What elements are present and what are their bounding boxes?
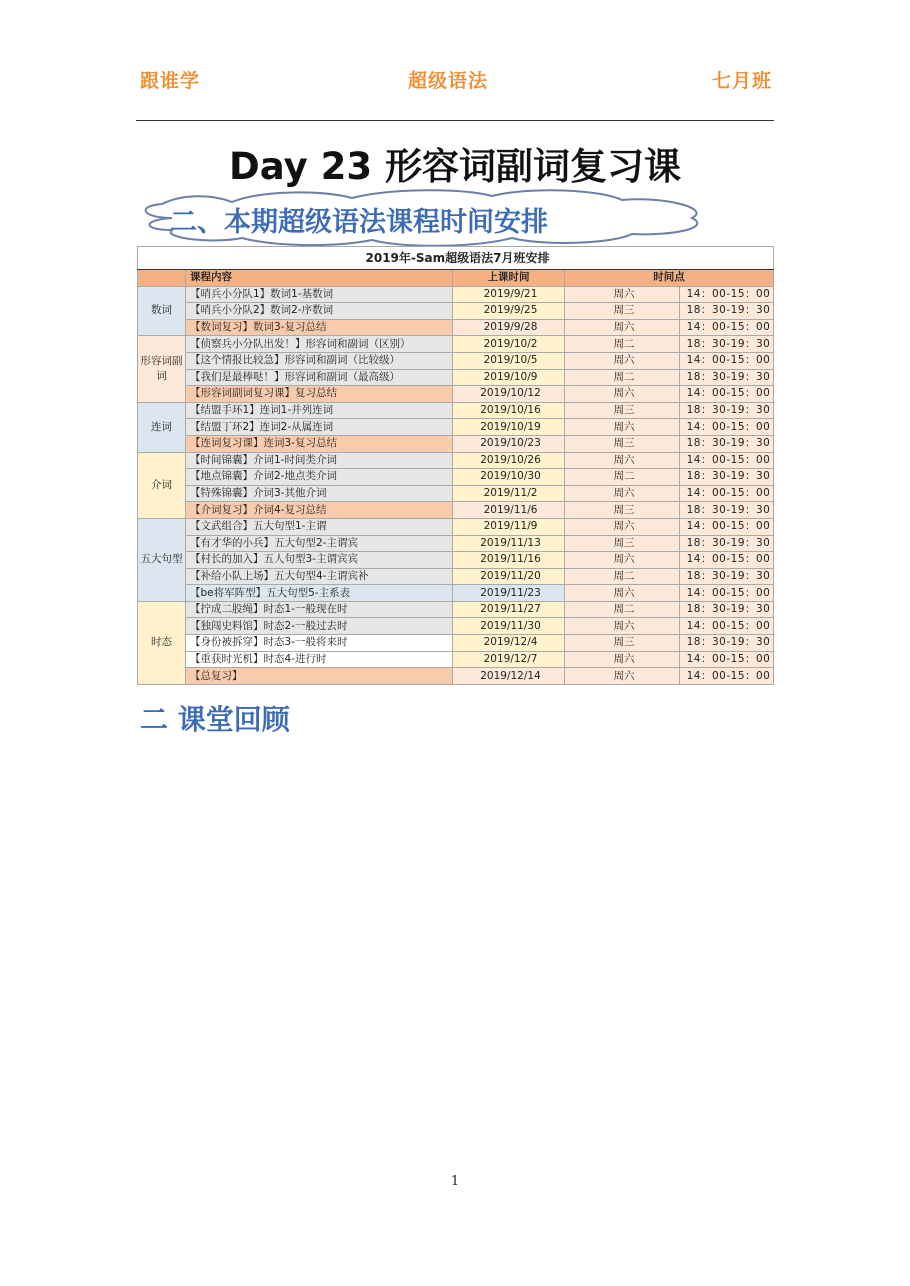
weekday-cell: 周六 <box>565 585 680 602</box>
time-slot-cell: 18：30-19：30 <box>680 336 774 353</box>
class-date-cell: 2019/10/19 <box>453 419 565 436</box>
time-slot-cell: 14：00-15：00 <box>680 452 774 469</box>
weekday-cell: 周三 <box>565 303 680 320</box>
time-slot-cell: 18：30-19：30 <box>680 568 774 585</box>
time-slot-cell: 18：30-19：30 <box>680 369 774 386</box>
weekday-cell: 周二 <box>565 469 680 486</box>
table-row <box>138 336 774 353</box>
course-content-cell: 【总复习】 <box>186 668 453 685</box>
time-slot-cell: 14：00-15：00 <box>680 552 774 569</box>
time-slot-cell: 18：30-19：30 <box>680 502 774 519</box>
weekday-cell: 周六 <box>565 651 680 668</box>
class-date-cell: 2019/12/4 <box>453 635 565 652</box>
weekday-cell: 周三 <box>565 402 680 419</box>
course-content-cell: 【补给小队上场】五大句型4-主谓宾补 <box>186 568 453 585</box>
class-date-cell: 2019/10/23 <box>453 435 565 452</box>
time-slot-cell: 18：30-19：30 <box>680 635 774 652</box>
table-row <box>138 651 774 668</box>
weekday-cell: 周六 <box>565 419 680 436</box>
table-row <box>138 601 774 618</box>
column-header-content: 课程内容 <box>186 270 453 287</box>
course-content-cell: 【结盟手环1】连词1-并列连词 <box>186 402 453 419</box>
table-row <box>138 635 774 652</box>
class-date-cell: 2019/11/16 <box>453 552 565 569</box>
category-cell: 五大句型 <box>138 518 186 601</box>
section-title-schedule: 二、本期超级语法课程时间安排 <box>170 207 548 238</box>
weekday-cell: 周二 <box>565 369 680 386</box>
course-content-cell: 【连词复习课】连词3-复习总结 <box>186 435 453 452</box>
table-row <box>138 469 774 486</box>
table-row <box>138 485 774 502</box>
weekday-cell: 周六 <box>565 352 680 369</box>
table-row <box>138 452 774 469</box>
weekday-cell: 周六 <box>565 518 680 535</box>
class-date-cell: 2019/11/20 <box>453 568 565 585</box>
weekday-cell: 周二 <box>565 601 680 618</box>
time-slot-cell: 18：30-19：30 <box>680 402 774 419</box>
course-content-cell: 【村长的加入】五人句型3-主谓宾宾 <box>186 552 453 569</box>
column-header-time: 时间点 <box>565 270 774 287</box>
weekday-cell: 周二 <box>565 568 680 585</box>
course-content-cell: 【形容词副词复习课】复习总结 <box>186 386 453 403</box>
class-date-cell: 2019/10/9 <box>453 369 565 386</box>
class-date-cell: 2019/9/28 <box>453 319 565 336</box>
class-date-cell: 2019/10/12 <box>453 386 565 403</box>
table-row <box>138 369 774 386</box>
weekday-cell: 周六 <box>565 668 680 685</box>
page-number: 1 <box>450 1174 460 1189</box>
course-content-cell: 【这个情报比较急】形容词和副词（比较级） <box>186 352 453 369</box>
course-content-cell: 【侦察兵小分队出发！】形容词和副词（区别） <box>186 336 453 353</box>
class-date-cell: 2019/11/27 <box>453 601 565 618</box>
table-row <box>138 552 774 569</box>
table-row <box>138 419 774 436</box>
class-date-cell: 2019/10/26 <box>453 452 565 469</box>
course-content-cell: 【哨兵小分队1】数词1-基数词 <box>186 286 453 303</box>
table-row <box>138 518 774 535</box>
class-date-cell: 2019/9/21 <box>453 286 565 303</box>
table-row <box>138 568 774 585</box>
time-slot-cell: 18：30-19：30 <box>680 535 774 552</box>
weekday-cell: 周六 <box>565 286 680 303</box>
class-date-cell: 2019/10/2 <box>453 336 565 353</box>
schedule-table-body <box>138 247 774 685</box>
class-date-cell: 2019/9/25 <box>453 303 565 320</box>
class-date-cell: 2019/11/6 <box>453 502 565 519</box>
header-left-brand: 跟谁学 <box>140 70 201 92</box>
course-content-cell: 【数词复习】数词3-复习总结 <box>186 319 453 336</box>
time-slot-cell: 14：00-15：00 <box>680 651 774 668</box>
class-date-cell: 2019/10/16 <box>453 402 565 419</box>
course-content-cell: 【时间锦囊】介词1-时间类介词 <box>186 452 453 469</box>
table-row <box>138 502 774 519</box>
time-slot-cell: 14：00-15：00 <box>680 386 774 403</box>
course-content-cell: 【介词复习】介词4-复习总结 <box>186 502 453 519</box>
class-date-cell: 2019/12/14 <box>453 668 565 685</box>
class-date-cell: 2019/10/30 <box>453 469 565 486</box>
weekday-cell: 周三 <box>565 435 680 452</box>
table-row <box>138 435 774 452</box>
course-content-cell: 【我们是最棒哒！】形容词和副词（最高级） <box>186 369 453 386</box>
column-header-date: 上课时间 <box>453 270 565 287</box>
weekday-cell: 周三 <box>565 635 680 652</box>
category-cell: 连词 <box>138 402 186 452</box>
class-date-cell: 2019/11/9 <box>453 518 565 535</box>
course-content-cell: 【be将军阵型】五大句型5-主系表 <box>186 585 453 602</box>
class-date-cell: 2019/11/23 <box>453 585 565 602</box>
page-title: Day 23 形容词副词复习课 <box>229 145 681 188</box>
course-content-cell: 【有才华的小兵】五大句型2-主谓宾 <box>186 535 453 552</box>
header-course-name: 超级语法 <box>408 70 489 92</box>
course-content-cell: 【地点锦囊】介词2-地点类介词 <box>186 469 453 486</box>
class-date-cell: 2019/11/2 <box>453 485 565 502</box>
course-content-cell: 【特殊锦囊】介词3-其他介词 <box>186 485 453 502</box>
table-row <box>138 352 774 369</box>
time-slot-cell: 14：00-15：00 <box>680 286 774 303</box>
time-slot-cell: 14：00-15：00 <box>680 352 774 369</box>
table-row <box>138 319 774 336</box>
header-divider <box>136 120 774 121</box>
time-slot-cell: 14：00-15：00 <box>680 319 774 336</box>
course-content-cell: 【文武组合】五大句型1-主谓 <box>186 518 453 535</box>
time-slot-cell: 18：30-19：30 <box>680 303 774 320</box>
table-row <box>138 618 774 635</box>
course-content-cell: 【身份被拆穿】时态3-一般将来时 <box>186 635 453 652</box>
time-slot-cell: 14：00-15：00 <box>680 485 774 502</box>
table-row <box>138 668 774 685</box>
time-slot-cell: 18：30-19：30 <box>680 469 774 486</box>
weekday-cell: 周六 <box>565 386 680 403</box>
table-row <box>138 286 774 303</box>
class-date-cell: 2019/11/30 <box>453 618 565 635</box>
class-date-cell: 2019/11/13 <box>453 535 565 552</box>
weekday-cell: 周三 <box>565 502 680 519</box>
header-blank-cell <box>138 270 186 287</box>
weekday-cell: 周六 <box>565 452 680 469</box>
weekday-cell: 周六 <box>565 552 680 569</box>
table-row <box>138 585 774 602</box>
class-date-cell: 2019/12/7 <box>453 651 565 668</box>
course-content-cell: 【拧成二股绳】时态1-一般现在时 <box>186 601 453 618</box>
category-cell: 时态 <box>138 601 186 684</box>
time-slot-cell: 14：00-15：00 <box>680 585 774 602</box>
time-slot-cell: 14：00-15：00 <box>680 419 774 436</box>
category-cell: 介词 <box>138 452 186 518</box>
course-content-cell: 【独闯史料馆】时态2-一般过去时 <box>186 618 453 635</box>
course-content-cell: 【结盟丁环2】连词2-从属连词 <box>186 419 453 436</box>
weekday-cell: 周六 <box>565 618 680 635</box>
header-class-name: 七月班 <box>711 70 772 92</box>
class-date-cell: 2019/10/5 <box>453 352 565 369</box>
schedule-table <box>137 246 774 685</box>
time-slot-cell: 14：00-15：00 <box>680 518 774 535</box>
table-row <box>138 303 774 320</box>
course-content-cell: 【哨兵小分队2】数词2-序数词 <box>186 303 453 320</box>
category-cell: 数词 <box>138 286 186 336</box>
table-row <box>138 535 774 552</box>
table-caption: 2019年-Sam超级语法7月班安排 <box>138 247 774 270</box>
weekday-cell: 周三 <box>565 535 680 552</box>
weekday-cell: 周六 <box>565 485 680 502</box>
weekday-cell: 周六 <box>565 319 680 336</box>
course-content-cell: 【重获时光机】时态4-进行时 <box>186 651 453 668</box>
table-header-row <box>138 270 774 287</box>
table-row <box>138 386 774 403</box>
time-slot-cell: 14：00-15：00 <box>680 618 774 635</box>
time-slot-cell: 18：30-19：30 <box>680 435 774 452</box>
section-title-review: 二 课堂回顾 <box>140 703 290 736</box>
time-slot-cell: 14：00-15：00 <box>680 668 774 685</box>
time-slot-cell: 18：30-19：30 <box>680 601 774 618</box>
category-cell: 形容词副词 <box>138 336 186 402</box>
table-row <box>138 402 774 419</box>
weekday-cell: 周二 <box>565 336 680 353</box>
